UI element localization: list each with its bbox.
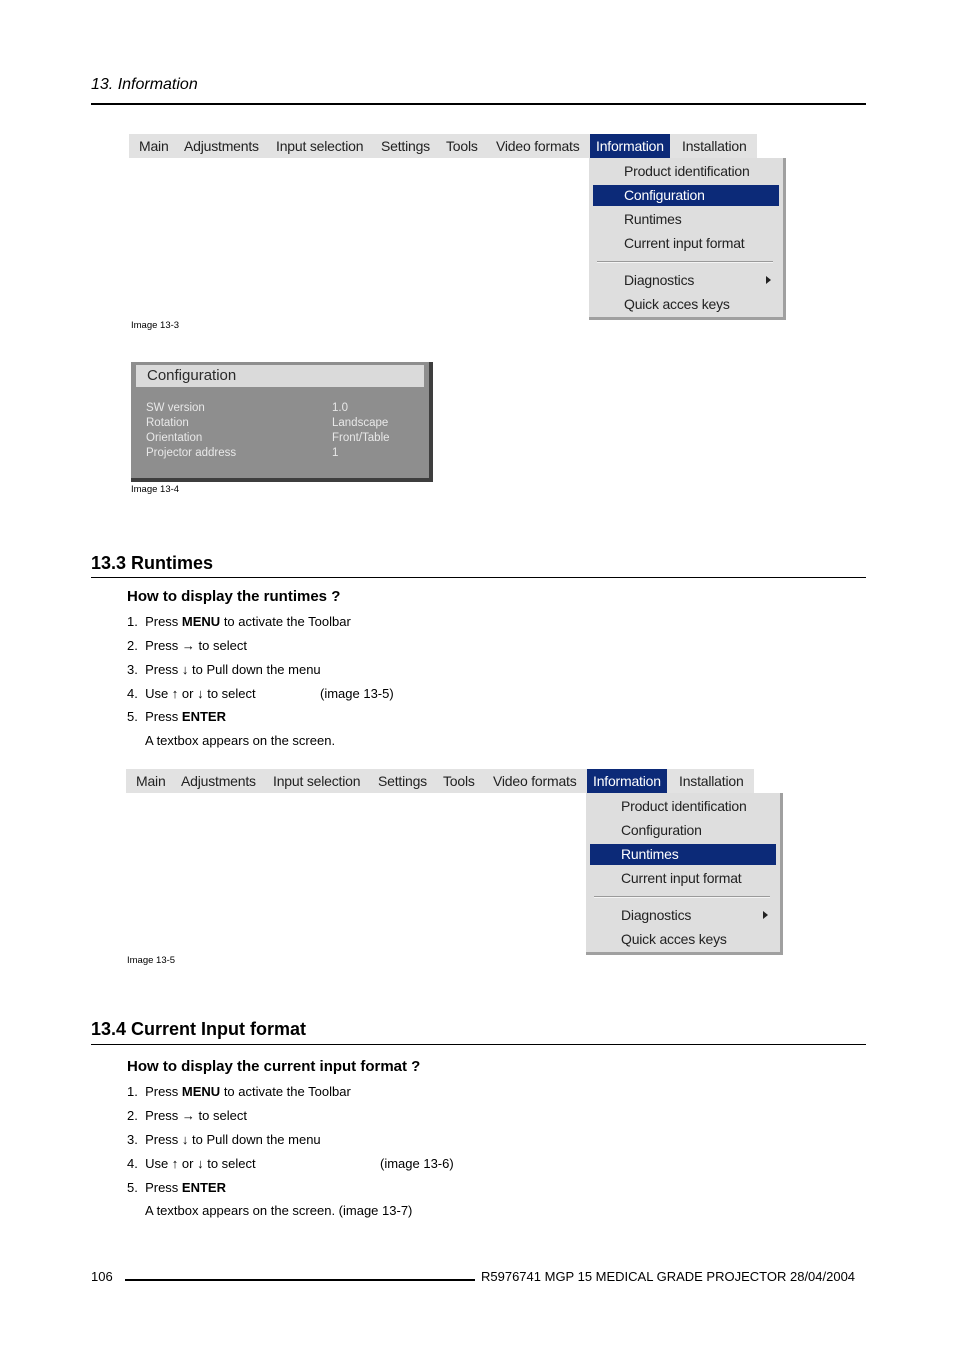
dropdown-item-configuration[interactable]: Configuration [593, 185, 779, 206]
configuration-title: Configuration [136, 365, 424, 387]
section-title-current-input-format: 13.4 Current Input format [91, 1019, 307, 1039]
menu-item-information[interactable]: Information [590, 134, 670, 158]
menu-item-settings[interactable]: Settings [378, 773, 427, 789]
information-dropdown-2 [586, 793, 783, 955]
menu-item-tools[interactable]: Tools [443, 773, 475, 789]
step-item: 4. Use ↑ or ↓ to select [127, 686, 256, 701]
step-item: 5. Press ENTER [127, 1180, 226, 1195]
menu-item-video-formats[interactable]: Video formats [493, 773, 577, 789]
menu-item-tools[interactable]: Tools [446, 138, 478, 154]
dropdown-separator [594, 896, 770, 898]
menu-item-adjustments[interactable]: Adjustments [181, 773, 256, 789]
dropdown-item-product-identification[interactable]: Product identification [624, 163, 750, 179]
dropdown-item-diagnostics-label: Diagnostics [624, 272, 695, 288]
config-value-rotation: Landscape [332, 417, 389, 429]
submenu-arrow-icon [763, 911, 768, 919]
step-item: 3. Press ↓ to Pull down the menu [127, 1132, 321, 1147]
config-value-orientation: Front/Table [332, 432, 390, 444]
dropdown-item-diagnostics-label: Diagnostics [621, 907, 692, 923]
footer-document-info: R5976741 MGP 15 MEDICAL GRADE PROJECTOR 28/04/2004 [481, 1269, 856, 1284]
menu-bar-1 [129, 134, 757, 158]
menu-item-installation[interactable]: Installation [682, 138, 747, 154]
section-rule [91, 1044, 866, 1045]
dropdown-item-quick-acces-keys[interactable]: Quick acces keys [624, 296, 730, 312]
menu-item-main[interactable]: Main [139, 138, 169, 154]
menu-item-video-formats[interactable]: Video formats [496, 138, 580, 154]
step-item: 5. Press ENTER [127, 709, 226, 724]
config-value-sw-version: 1.0 [332, 402, 348, 414]
step-item: 2. Press → to select [127, 638, 247, 653]
dropdown-item-runtimes[interactable]: Runtimes [590, 844, 776, 865]
step-item: 2. Press → to select [127, 1108, 247, 1123]
menu-item-input-selection[interactable]: Input selection [276, 138, 364, 154]
dropdown-item-configuration[interactable]: Configuration [621, 822, 702, 838]
header-rule [91, 103, 866, 105]
dropdown-separator [597, 261, 773, 263]
page-number: 106 [91, 1269, 113, 1284]
step-note: A textbox appears on the screen. (image 13-7) [145, 1203, 413, 1218]
configuration-textbox [131, 362, 433, 482]
submenu-arrow-icon [766, 276, 771, 284]
information-dropdown-1 [589, 158, 786, 320]
subsection-title-current-input-format: How to display the current input format ? [127, 1058, 421, 1075]
section-title-runtimes: 13.3 Runtimes [91, 553, 214, 573]
menu-item-adjustments[interactable]: Adjustments [184, 138, 259, 154]
dropdown-item-diagnostics[interactable] [590, 905, 776, 926]
image-caption-13-4: Image 13-4 [131, 484, 180, 495]
step-item: 4. Use ↑ or ↓ to select [127, 1156, 256, 1171]
config-label-orientation: Orientation [146, 432, 203, 444]
dropdown-item-product-identification[interactable]: Product identification [621, 798, 747, 814]
subsection-title-runtimes: How to display the runtimes ? [127, 588, 341, 605]
config-value-projector-address: 1 [332, 447, 339, 459]
section-rule [91, 577, 866, 578]
config-label-sw-version: SW version [146, 402, 205, 414]
menu-item-input-selection[interactable]: Input selection [273, 773, 361, 789]
config-label-projector-address: Projector address [146, 447, 237, 459]
step-item: 3. Press ↓ to Pull down the menu [127, 662, 321, 677]
image-reference: (image 13-6) [380, 1156, 454, 1171]
image-reference: (image 13-5) [320, 686, 394, 701]
menu-item-installation[interactable]: Installation [679, 773, 744, 789]
menu-item-information[interactable]: Information [587, 769, 667, 793]
menu-bar-2 [126, 769, 754, 793]
dropdown-item-diagnostics[interactable] [593, 270, 779, 291]
dropdown-item-current-input-format[interactable]: Current input format [621, 870, 742, 886]
step-item: 1. Press MENU to activate the Toolbar [127, 614, 351, 629]
footer-rule [125, 1279, 475, 1281]
step-note: A textbox appears on the screen. [145, 733, 336, 748]
menu-item-settings[interactable]: Settings [381, 138, 430, 154]
chapter-header: 13. Information [91, 76, 198, 93]
step-item: 1. Press MENU to activate the Toolbar [127, 1084, 351, 1099]
image-caption-13-3: Image 13-3 [131, 320, 180, 331]
dropdown-item-current-input-format[interactable]: Current input format [624, 235, 745, 251]
dropdown-item-runtimes[interactable]: Runtimes [624, 211, 682, 227]
menu-item-main[interactable]: Main [136, 773, 166, 789]
image-caption-13-5: Image 13-5 [127, 955, 176, 966]
config-label-rotation: Rotation [146, 417, 189, 429]
dropdown-item-quick-acces-keys[interactable]: Quick acces keys [621, 931, 727, 947]
